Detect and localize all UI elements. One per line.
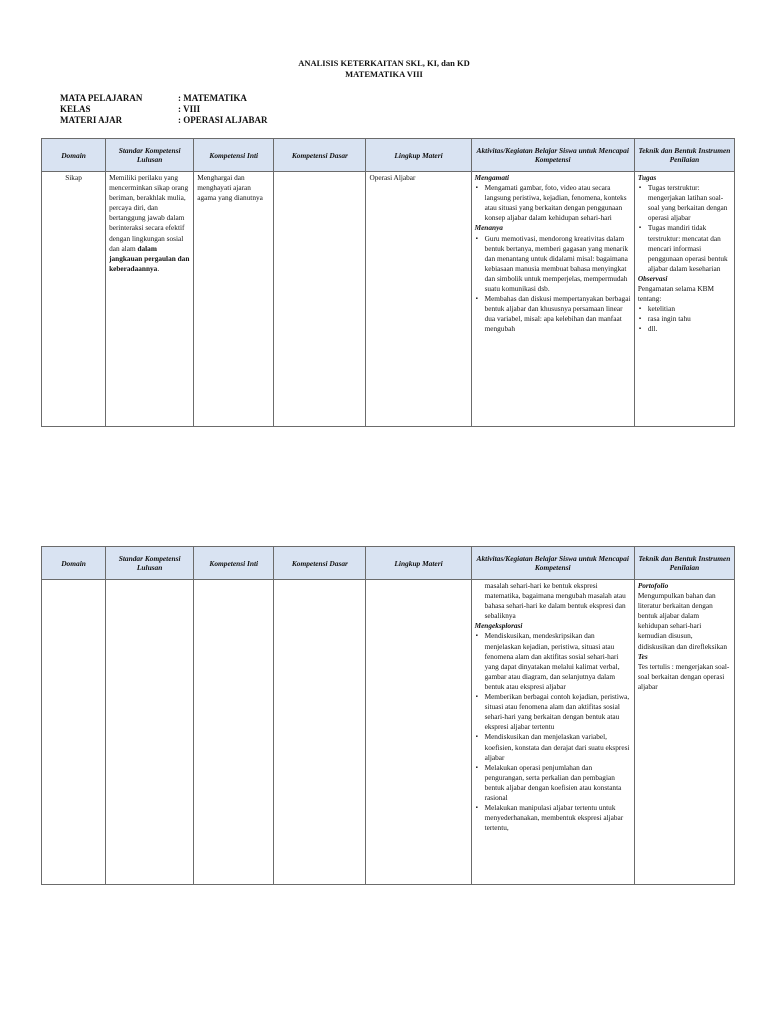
cell-assessment bbox=[634, 580, 734, 885]
activity-heading-menanya: Menanya bbox=[474, 223, 503, 233]
col-header-domain: Domain bbox=[42, 139, 106, 172]
list-item: ▪ Tugas mandiri tidak terstruktur: mencatat dan mencari informasi penggunaan operasi bentuk aljabar dalam keseharian bbox=[648, 223, 731, 273]
activity-list bbox=[475, 183, 631, 223]
col-header-kd: Kompetensi Dasar bbox=[274, 547, 366, 580]
meta-block bbox=[60, 93, 268, 126]
col-header-materi: Lingkup Materi bbox=[366, 547, 471, 580]
meta-row-class bbox=[60, 104, 268, 115]
list-item: ▪ Melakukan manipulasi aljabar tertentu untuk menyederhanakan, membentuk ekspresi aljabar tertentu, bbox=[485, 803, 631, 833]
col-header-skl: Standar Kompetensi Lulusan bbox=[106, 139, 194, 172]
list-item: ▪ Mendiskusikan dan menjelaskan variabel, koefisien, konstata dan derajat dari suatu ekspresi aljabar bbox=[485, 732, 631, 762]
document-subtitle: MATEMATIKA VIII bbox=[345, 69, 423, 79]
document-title: ANALISIS KETERKAITAN SKL, KI, dan KD bbox=[298, 58, 470, 68]
col-header-ki: Kompetensi Inti bbox=[194, 547, 274, 580]
col-header-activities: Aktivitas/Kegiatan Belajar Siswa untuk Mencapai Kompetensi bbox=[471, 139, 634, 172]
activity-list bbox=[475, 234, 631, 335]
cell-ki bbox=[194, 580, 274, 885]
col-header-kd: Kompetensi Dasar bbox=[274, 139, 366, 172]
skl-end: . bbox=[157, 263, 160, 273]
cell-activities bbox=[471, 172, 634, 427]
cell-skl bbox=[106, 172, 194, 427]
table-header-row bbox=[42, 547, 735, 580]
list-item: ▪ ketelitian bbox=[648, 304, 731, 314]
col-header-materi: Lingkup Materi bbox=[366, 139, 471, 172]
list-item: ▪ Mengamati gambar, foto, video atau secara langsung peristiwa, kejadian, fenomena, konteks atau situasi yang berkaitan dengan penggunaan konsep aljabar dalam kehidupan sehari-hari bbox=[485, 183, 631, 223]
col-header-activities: Aktivitas/Kegiatan Belajar Siswa untuk Mencapai Kompetensi bbox=[471, 547, 634, 580]
meta-row-subject bbox=[60, 93, 268, 104]
assessment-heading-tes: Tes bbox=[637, 651, 648, 661]
test-text: Tes tertulis : mengerjakan soal-soal berkaitan dengan operasi aljabar bbox=[637, 661, 730, 691]
cell-skl bbox=[106, 580, 194, 885]
observation-text: Pengamatan selama KBM tentang: bbox=[637, 284, 715, 304]
table-row bbox=[42, 580, 735, 885]
cell-domain bbox=[42, 580, 106, 885]
analysis-table-1 bbox=[41, 138, 735, 427]
activity-list bbox=[475, 631, 631, 833]
meta-key: MATA PELAJARAN bbox=[60, 93, 143, 103]
list-item: ▪ Memberikan berbagai contoh kejadian, peristiwa, situasi atau fenomena alam dan aktifitas sosial sehari-hari yang berkaitan dengan bentuk atau ekspresi aljabar tertentu bbox=[485, 692, 631, 732]
assessment-heading-tugas: Tugas bbox=[637, 173, 657, 182]
col-header-assessment: Teknik dan Bentuk Instrumen Penilaian bbox=[634, 139, 734, 172]
list-item: ▪ Mendiskusikan, mendeskripsikan dan menjelaskan kejadian, peristiwa, situasi atau fenomena alam dan aktifitas sosial sehari-hari yang dapat dinyatakan melalui kalimat verbal, gambar atau diagram, dan selanjutnya dalam bentuk atau ekspresi aljabar bbox=[485, 631, 631, 692]
meta-key: MATERI AJAR bbox=[60, 115, 123, 125]
cell-activities bbox=[471, 580, 634, 885]
meta-value: : VIII bbox=[178, 104, 201, 114]
table-header-row bbox=[42, 139, 735, 172]
activity-heading-mengamati: Mengamati bbox=[474, 173, 510, 182]
table-row bbox=[42, 172, 735, 427]
meta-key: KELAS bbox=[60, 104, 91, 114]
observation-list bbox=[638, 304, 731, 334]
cell-kd bbox=[274, 580, 366, 885]
cell-domain: Sikap bbox=[42, 172, 106, 427]
list-item: ▪ rasa ingin tahu bbox=[648, 314, 731, 324]
analysis-table-2 bbox=[41, 546, 735, 885]
list-item: ▪ Membahas dan diskusi mempertanyakan berbagai bentuk aljabar dan khususnya persamaan linear dua variabel, misal: apa kelebihan dan manfaat mengubah bbox=[485, 294, 631, 334]
cell-materi bbox=[366, 580, 471, 885]
activity-continuation: masalah sehari-hari ke bentuk ekspresi matematika, bagaimana mengubah masalah atau bahasa sehari-hari ke dalam bentuk ekspresi dan sebaliknya bbox=[484, 581, 626, 621]
skl-text: Memiliki perilaku yang mencerminkan sikap orang beriman, berakhlak mulia, percaya diri, dan bertanggung jawab dalam berinteraksi secara efektif dengan lingkungan sosial dan alam bbox=[109, 173, 189, 253]
list-item: ▪ Melakukan operasi penjumlahan dan pengurangan, serta perkalian dan pembagian bentuk aljabar dengan koefisien atau konstanta rasional bbox=[485, 763, 631, 803]
col-header-skl: Standar Kompetensi Lulusan bbox=[106, 547, 194, 580]
assessment-heading-portofolio: Portofolio bbox=[637, 581, 669, 590]
cell-assessment bbox=[634, 172, 734, 427]
activity-heading-mengeksplorasi: Mengeksplorasi bbox=[474, 621, 523, 631]
cell-materi: Operasi Aljabar bbox=[366, 172, 471, 427]
skl-bold-text: dalam jangkauan pergaulan dan keberadaannya bbox=[109, 243, 190, 273]
portfolio-text: Mengumpulkan bahan dan literatur berkaitan dengan bentuk aljabar dalam kehidupan sehari-hari kemudian disusun, didiskusikan dan direfleksikan bbox=[637, 591, 727, 651]
meta-row-material bbox=[60, 115, 268, 126]
col-header-assessment: Teknik dan Bentuk Instrumen Penilaian bbox=[634, 547, 734, 580]
meta-value: : OPERASI ALJABAR bbox=[178, 115, 268, 125]
assessment-heading-observasi: Observasi bbox=[637, 273, 668, 283]
list-item: ▪ Guru memotivasi, mendorong kreativitas dalam bentuk bertanya, memberi gagasan yang menarik dan menantang untuk didalami misal: bagaimana kebiasaan manusia membuat bahasa menyingkat dan simbolik untuk memperjelas, mempermudah suatu komunikasi dsb. bbox=[485, 234, 631, 295]
list-item: ▪ dll. bbox=[648, 324, 731, 334]
list-item: ▪ Tugas terstruktur: mengerjakan latihan soal-soal yang berkaitan dengan operasi aljabar bbox=[648, 183, 731, 223]
cell-kd bbox=[274, 172, 366, 427]
col-header-ki: Kompetensi Inti bbox=[194, 139, 274, 172]
cell-ki: Menghargai dan menghayati ajaran agama yang dianutnya bbox=[194, 172, 274, 427]
assessment-list bbox=[638, 183, 731, 274]
meta-value: : MATEMATIKA bbox=[178, 93, 247, 103]
col-header-domain: Domain bbox=[42, 547, 106, 580]
